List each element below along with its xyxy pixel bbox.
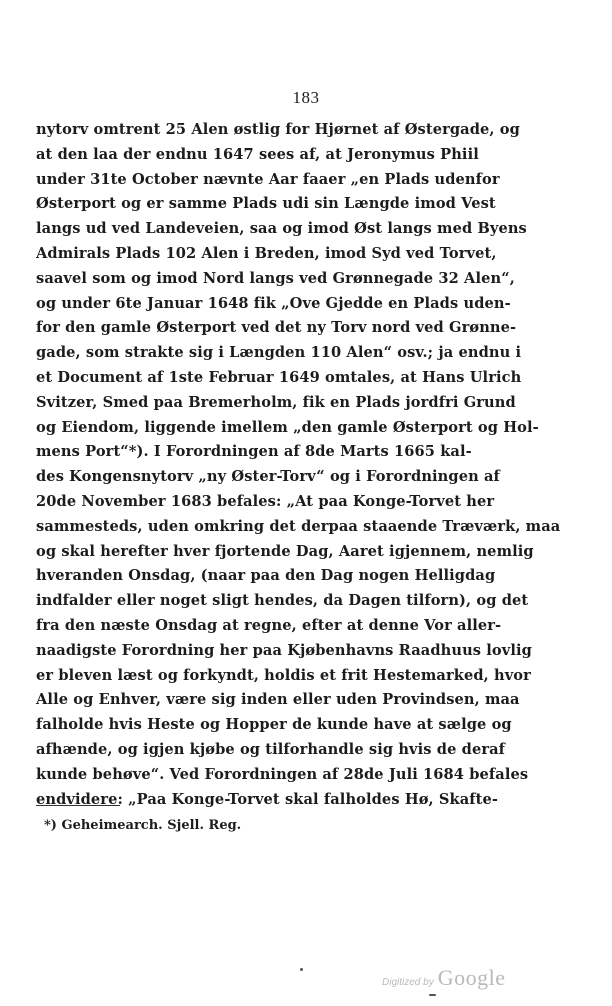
page-number: 183 [292,88,320,107]
text-line: Alle og Enhver, være sig inden eller uden Provindsen, maa [36,691,520,709]
body-text [36,118,561,812]
footnote: *) Geheimearch. Sjell. Reg. [44,818,242,833]
text-line: og Eiendom, liggende imellem „den gamle Østerport og Hol- [36,418,539,436]
text-line: hveranden Onsdag, (naar paa den Dag nogen Helligdag [36,567,496,585]
text-line: naadigste Forordning her paa Kjøbenhavns Raadhuus lovlig [36,641,532,659]
text-line: og skal herefter hver fjortende Dag, Aaret igjennem, nemlig [36,542,534,560]
text-line: under 31te October nævnte Aar faaer „en Plads udenfor [36,170,500,188]
text-line: 20de November 1683 befales: „At paa Konge-Torvet her [36,492,495,510]
text-line: Østerport og er samme Plads udi sin Længde imod Vest [36,195,496,213]
text-line: er bleven læst og forkyndt, holdis et frit Hestemarked, hvor [36,666,531,684]
footnote-divider [36,805,120,806]
text-line: sammesteds, uden omkring det derpaa staaende Træværk, maa [36,517,561,535]
text-line: Admirals Plads 102 Alen i Breden, imod Syd ved Torvet, [36,244,497,262]
text-line: des Kongensnytorv „ny Øster-Torv“ og i Forordningen af [36,468,500,486]
text-line: mens Port“*). I Forordningen af 8de Marts 1665 kal- [36,443,472,461]
text-line: fra den næste Onsdag at regne, efter at denne Vor aller- [36,616,502,634]
google-logo: Google [437,965,506,990]
text-line: og under 6te Januar 1648 fik „Ove Gjedde en Plads uden- [36,294,511,312]
text-line: nytorv omtrent 25 Alen østlig for Hjørnet af Østergade, og [36,121,520,138]
text-line: afhænde, og igjen kjøbe og tilforhandle sig hvis de deraf [36,740,506,758]
text-line: et Document af 1ste Februar 1649 omtales, at Hans Ulrich [36,368,522,386]
scan-speck [429,994,436,996]
text-line: saavel som og imod Nord langs ved Grønnegade 32 Alen“, [36,269,515,287]
text-line: langs ud ved Landeveien, saa og imod Øst langs med Byens [36,220,527,238]
scan-speck [300,968,303,971]
text-line: gade, som strakte sig i Længden 110 Alen“ osv.; ja endnu i [36,344,522,362]
text-line: for den gamle Østerport ved det ny Torv nord ved Grønne- [36,319,517,337]
text-line: falholde hvis Heste og Hopper de kunde have at sælge og [36,716,512,734]
text-line: indfalder eller noget sligt hendes, da Dagen tilforn), og det [36,592,529,610]
digitized-by-label: Digitized by [382,977,434,988]
text-line: kunde behøve“. Ved Forordningen af 28de Juli 1684 befales [36,765,529,783]
digitized-by-google-watermark [382,965,505,991]
text-line: at den laa der endnu 1647 sees af, at Jeronymus Phiil [36,145,479,163]
text-line: Svitzer, Smed paa Bremerholm, fik en Plads jordfri Grund [36,393,516,411]
text-line: endvidere: „Paa Konge-Torvet skal falholdes Hø, Skafte- [36,790,499,808]
